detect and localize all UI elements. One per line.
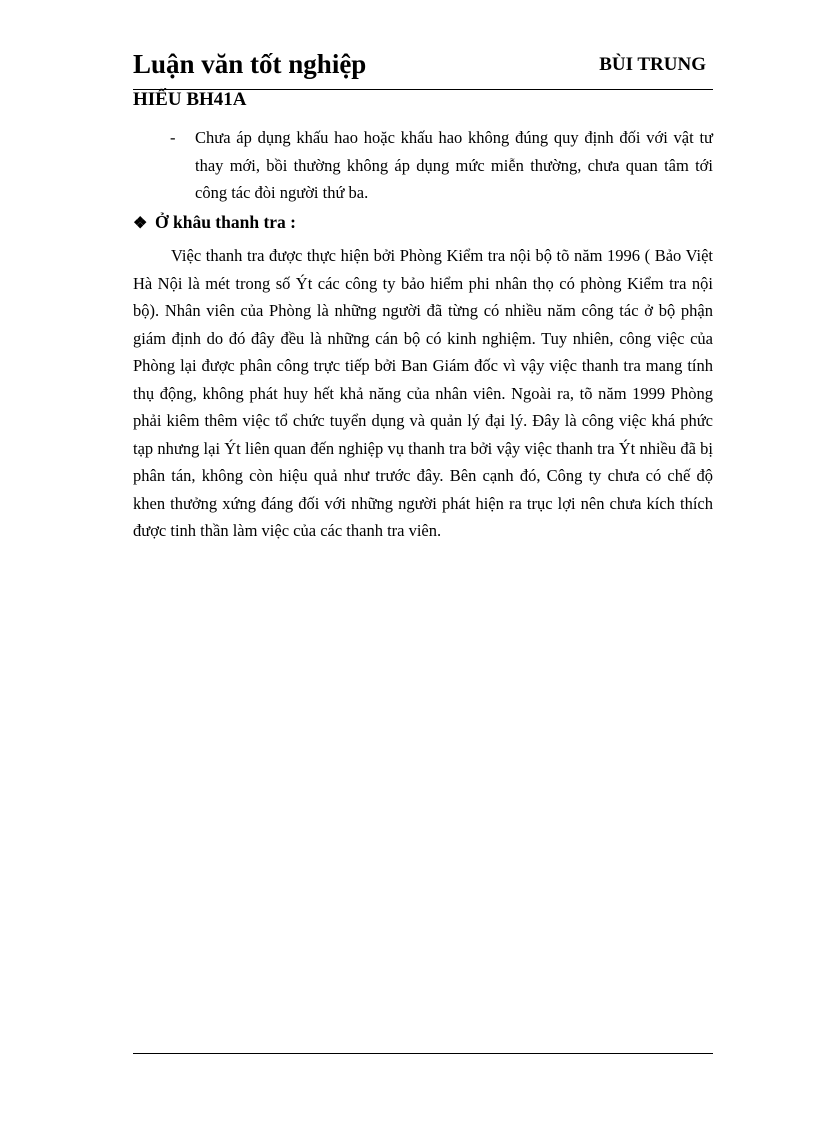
- body-paragraph: Việc thanh tra được thực hiện bởi Phòng Kiểm tra nội bộ tõ năm 1996 ( Bảo Việt Hà Nội là mét trong số Ýt các công ty bảo hiểm phi nhân thọ có phòng Kiểm tra nội bộ). Nhân viên của Phòng là những người đã từng có nhiều năm công tác ở bộ phận giám định do đó đây đều là những cán bộ có kinh nghiệm. Tuy nhiên, công việc của Phòng lại được phân công trực tiếp bởi Ban Giám đốc vì vậy việc thanh tra mang tính thụ động, không phát huy hết khả năng của nhân viên. Ngoài ra, tõ năm 1999 Phòng phải kiêm thêm việc tổ chức tuyển dụng và quản lý đại lý. Đây là công việc khá phức tạp nhưng lại Ýt liên quan đến nghiệp vụ thanh tra bởi vậy việc thanh tra Ýt nhiều đã bị phân tán, không còn hiệu quả như trước đây. Bên cạnh đó, Công ty chưa có chế độ khen thưởng xứng đáng đối với những người phát hiện ra trục lợi nên chưa kích thích được tinh thần làm việc của các thanh tra viên.: [133, 246, 713, 540]
- footer-divider: [133, 1053, 713, 1054]
- section-heading-text: Ở khâu thanh tra :: [155, 212, 297, 232]
- author-name: BÙI TRUNG: [599, 54, 706, 75]
- diamond-bullet-icon: ❖: [133, 215, 148, 232]
- author-name-continued: HIẾU BH41A: [133, 89, 247, 110]
- bullet-item: [170, 124, 713, 207]
- dash-bullet-icon: -: [170, 128, 176, 147]
- section-heading: [133, 208, 296, 238]
- document-title: Luận văn tốt nghiệp: [133, 49, 367, 79]
- bullet-text: Chưa áp dụng khấu hao hoặc khấu hao không đúng quy định đối với vật tư thay mới, bồi thường không áp dụng mức miễn thường, chưa quan tâm tới công tác đòi người thứ ba.: [195, 128, 713, 202]
